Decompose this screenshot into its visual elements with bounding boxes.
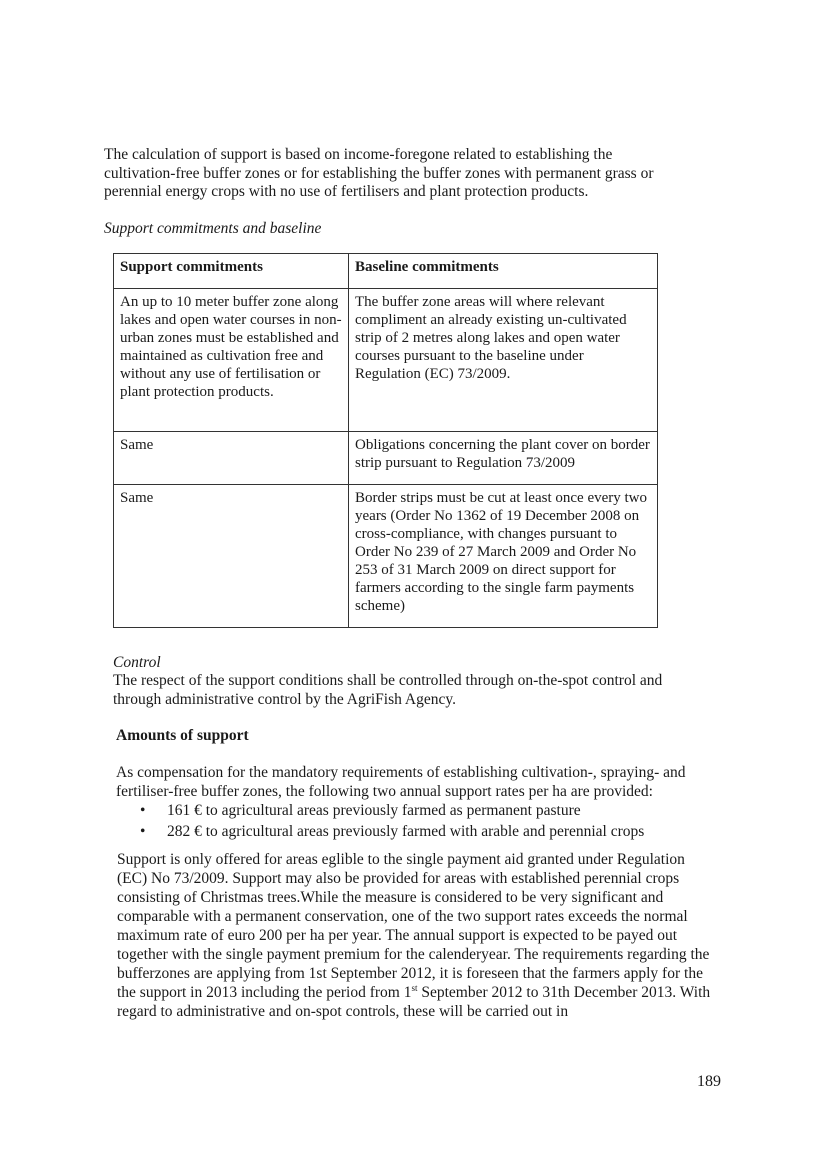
- table-row: [114, 289, 658, 432]
- baseline-cell: Border strips must be cut at least once every two years (Order No 1362 of 19 December 2008 on cross-compliance, with changes pursuant to Order No 239 of 27 March 2009 and Order No 253 of 31 March 2009 on direct support for farmers according to the single farm payments scheme): [349, 485, 658, 628]
- control-heading: Control: [113, 654, 161, 671]
- support-paragraph-part1: Support is only offered for areas eglible to the single payment aid granted under Regulation (EC) No 73/2009. Support may also be provided for areas with established perennial crops consisting of Christmas trees.While the measure is considered to be very significant and comparable with a permanent conservation, one of the two support rates exceeds the normal maximum rate of euro 200 per ha per year. The annual support is expected to be payed out together with the single payment premium for the calenderyear. The requirements regarding the bufferzones are applying from 1st September 2012, it is foreseen that the farmers apply for the the support in 2013 including the period from 1: [117, 851, 710, 1001]
- bullet-icon: •: [140, 802, 146, 819]
- ordinal-superscript: st: [411, 982, 418, 993]
- support-paragraph-part2: September 2012 to 31th December 2013. With regard to administrative and on-spot controls, these will be carried out in: [117, 984, 711, 1020]
- table-row: [114, 432, 658, 485]
- support-rates-list: [140, 800, 644, 842]
- table-header-row: [114, 254, 658, 289]
- baseline-cell: Obligations concerning the plant cover on border strip pursuant to Regulation 73/2009: [349, 432, 658, 485]
- commitments-table: [113, 253, 658, 628]
- list-item: [140, 821, 644, 842]
- header-baseline-commitments: Baseline commitments: [349, 254, 658, 289]
- amounts-intro: As compensation for the mandatory requirements of establishing cultivation-, spraying- and fertiliser-free buffer zones, the following two annual support rates per ha are provided:: [116, 764, 686, 800]
- header-support-commitments: Support commitments: [114, 254, 349, 289]
- intro-paragraph: The calculation of support is based on income-foregone related to establishing the cultivation-free buffer zones or for establishing the buffer zones with permanent grass or perennial energy crops with no use of fertilisers and plant protection products.: [104, 146, 654, 200]
- bullet-icon: •: [140, 823, 146, 840]
- support-paragraph: [117, 850, 712, 1021]
- rate-text: 282 € to agricultural areas previously farmed with arable and perennial crops: [167, 823, 645, 840]
- table-row: [114, 485, 658, 628]
- list-item: [140, 800, 644, 821]
- baseline-cell: The buffer zone areas will where relevant compliment an already existing un-cultivated strip of 2 metres along lakes and open water courses pursuant to the baseline under Regulation (EC) 73/2009.: [349, 289, 658, 432]
- commitments-heading: Support commitments and baseline: [104, 220, 322, 237]
- control-paragraph: The respect of the support conditions shall be controlled through on-the-spot control and through administrative control by the AgriFish Agency.: [113, 672, 663, 708]
- support-cell: Same: [114, 485, 349, 628]
- support-cell: Same: [114, 432, 349, 485]
- amounts-heading: Amounts of support: [116, 727, 249, 744]
- page-number: 189: [697, 1073, 721, 1090]
- rate-text: 161 € to agricultural areas previously farmed as permanent pasture: [167, 802, 581, 819]
- support-cell: An up to 10 meter buffer zone along lakes and open water courses in non-urban zones must be established and maintained as cultivation free and without any use of fertilisation or plant protection products.: [114, 289, 349, 432]
